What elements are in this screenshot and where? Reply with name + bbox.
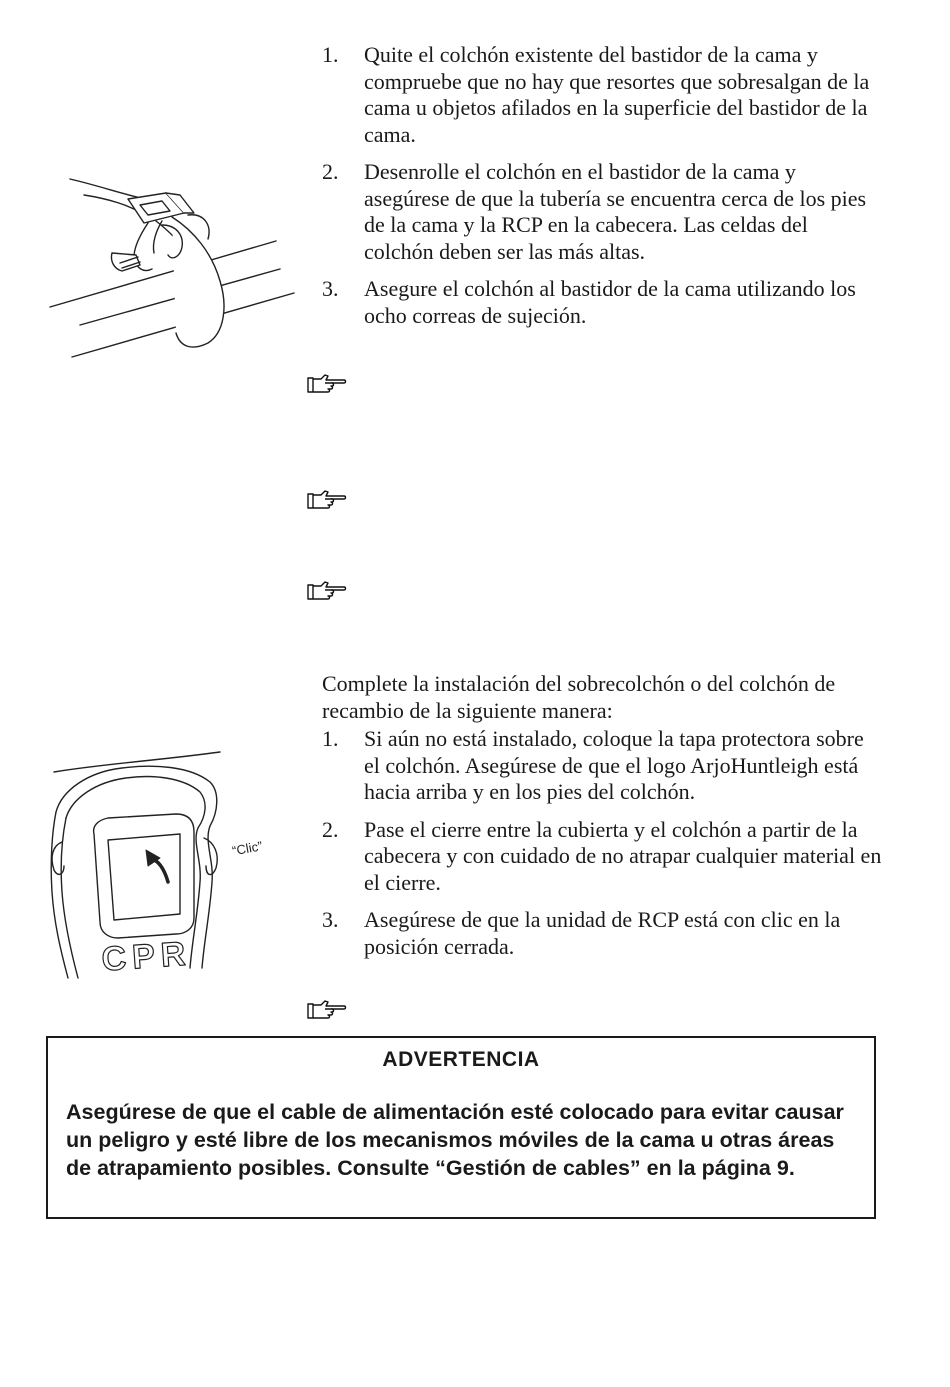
- list-item: [322, 817, 882, 897]
- step-number: 3.: [322, 907, 339, 932]
- step-text: Asegúrese de que la unidad de RCP está con clic en la posición cerrada.: [364, 907, 841, 959]
- pointing-hand-icon: [307, 999, 347, 1023]
- pointing-hand-icon: [307, 373, 347, 397]
- step-number: 1.: [322, 726, 339, 751]
- intro-paragraph: Complete la instalación del sobrecolchón o del colchón de recambio de la siguiente manera:: [322, 671, 836, 723]
- step-number: 1.: [322, 42, 339, 67]
- list-item: [322, 42, 882, 148]
- step-text: Desenrolle el colchón en el bastidor de la cama y asegúrese de que la tubería se encuentra cerca de los pies de la cama y la RCP en la cabecera. Las celdas del colchón deben ser las más altas.: [364, 159, 867, 264]
- step-text: Pase el cierre entre la cubierta y el colchón a partir de la cabecera y con cuidado de no atrapar cualquier material en el cierre.: [364, 816, 882, 895]
- list-item: [322, 276, 882, 329]
- step-text: Si aún no está instalado, coloque la tapa protectora sobre el colchón. Asegúrese de que el logo ArjoHuntleigh está hacia arriba y en los pies del colchón.: [364, 726, 864, 804]
- cpr-unit-illustration: [42, 742, 282, 987]
- warning-box: [46, 1036, 876, 1219]
- click-label: “Clic”: [231, 838, 264, 859]
- step-text: Asegure el colchón al bastidor de la cama utilizando los ocho correas de sujeción.: [364, 276, 856, 328]
- warning-text: Asegúrese de que el cable de alimentación esté colocado para evitar causar un peligro y esté libre de los mecanismos móviles de la cama u otras áreas de atrapamiento posibles. Consulte “Gestión de cables” en la página 9.: [66, 1100, 844, 1180]
- pointing-hand-icon: [307, 489, 347, 513]
- step-number: 2.: [322, 159, 339, 184]
- step-number: 3.: [322, 276, 339, 301]
- warning-title: ADVERTENCIA: [382, 1048, 540, 1071]
- list-item: [322, 726, 882, 806]
- cpr-label: CPR: [100, 934, 193, 979]
- step-text: Quite el colchón existente del bastidor de la cama y compruebe que no hay que resortes que sobresalgan de la cama u objetos afilados en la superficie del bastidor de la cama.: [364, 42, 870, 147]
- strap-buckle-illustration: [44, 165, 304, 365]
- list-item: [322, 159, 882, 265]
- step-number: 2.: [322, 816, 339, 842]
- list-item: [322, 907, 882, 960]
- pointing-hand-icon: [307, 580, 347, 604]
- installation-steps-part1: [322, 42, 882, 329]
- installation-steps-part2: [322, 726, 882, 960]
